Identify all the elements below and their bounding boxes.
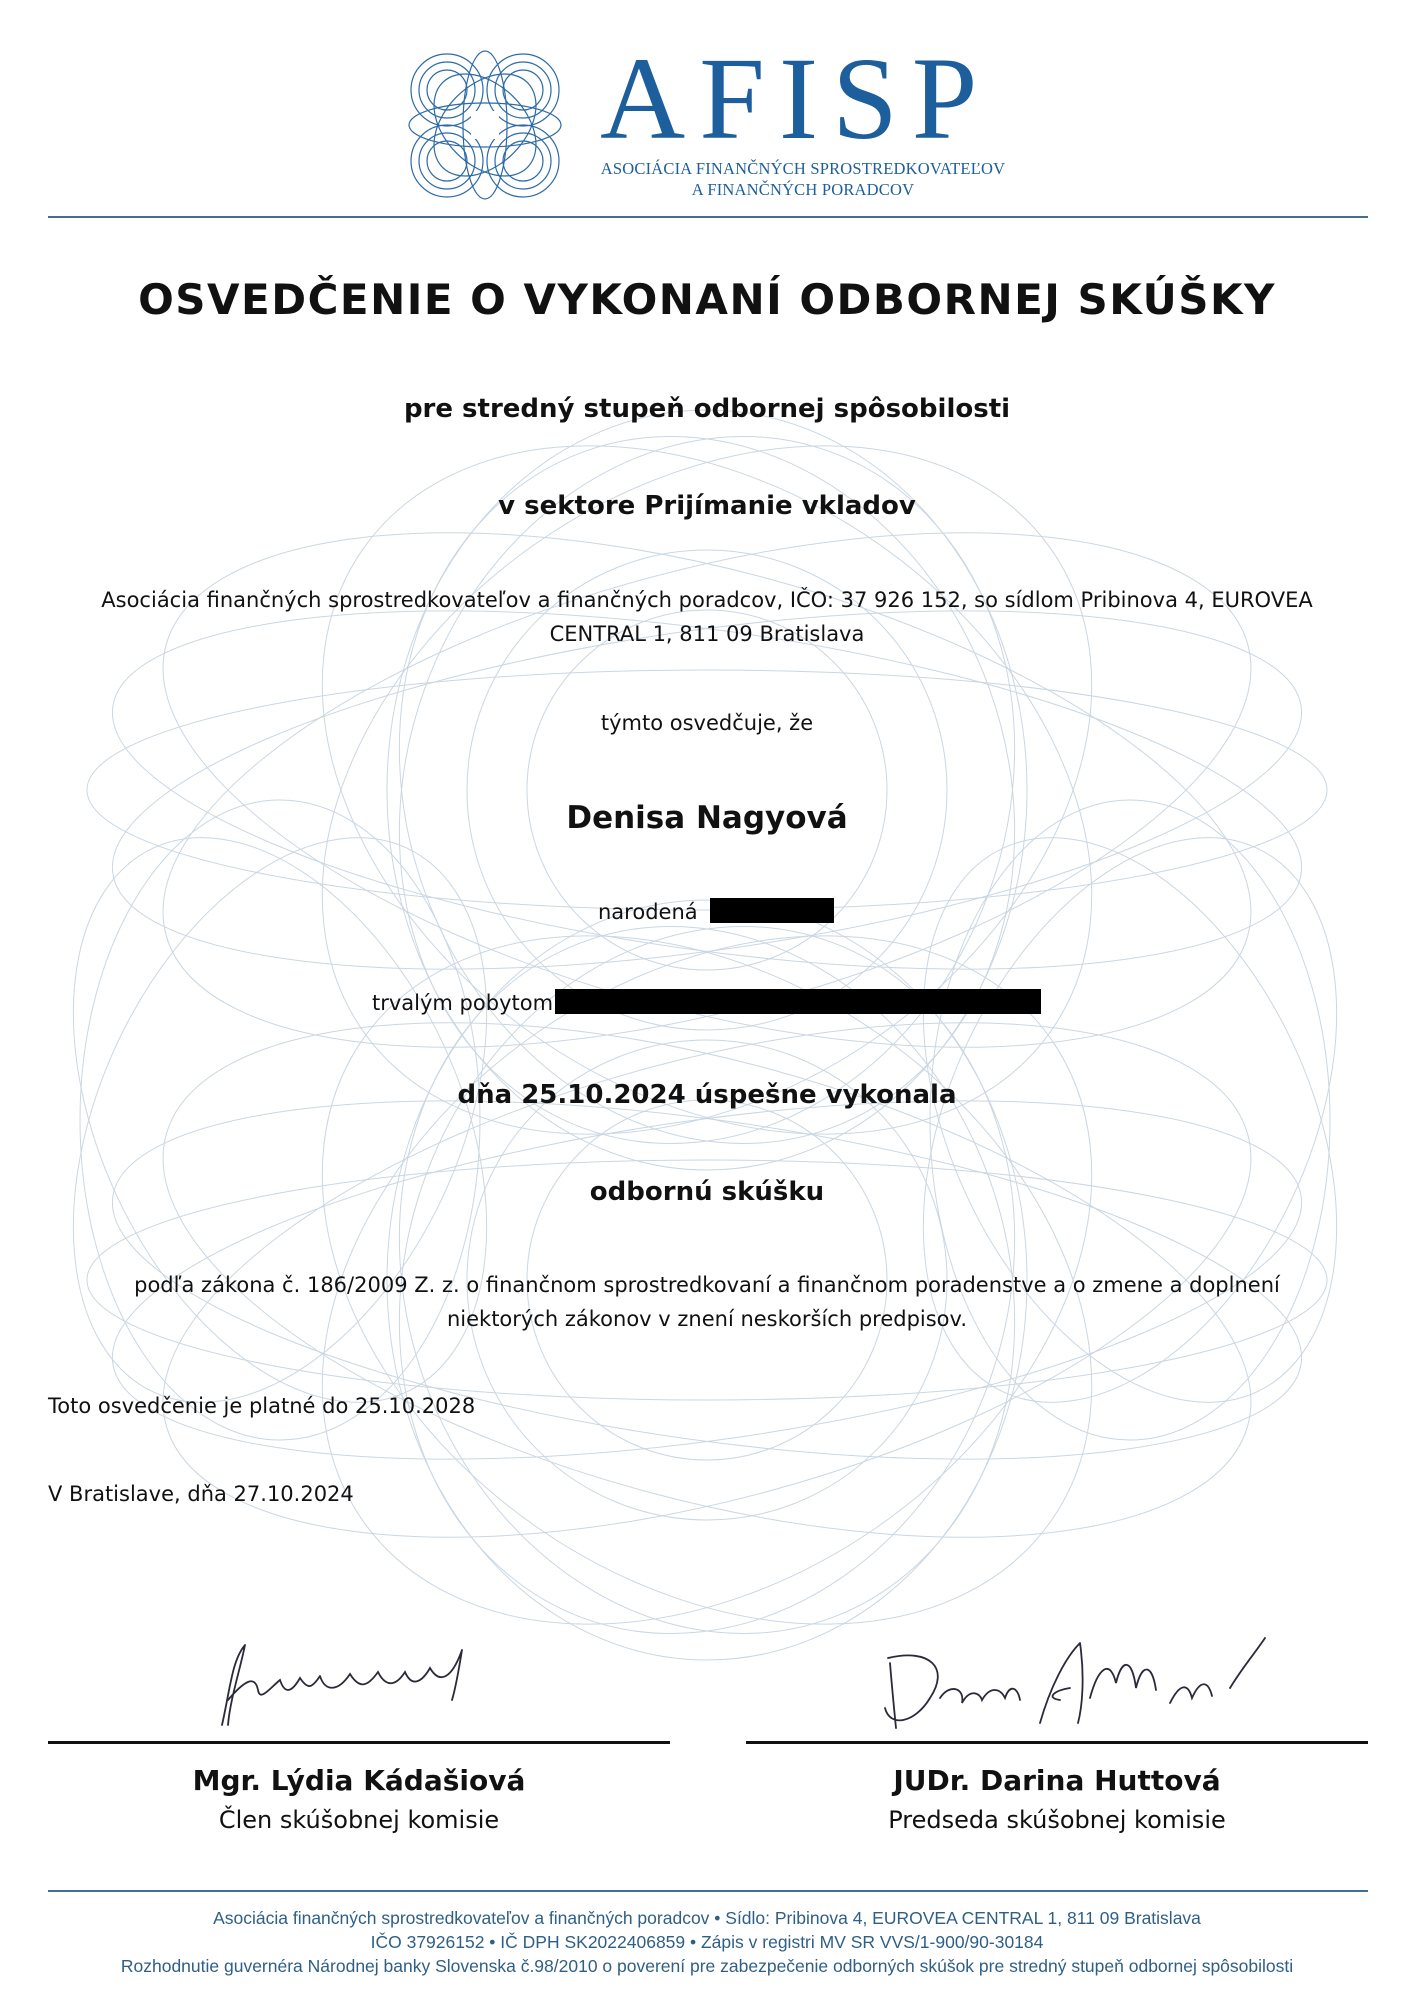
- footer-divider: [48, 1890, 1368, 1892]
- law-line-2: niektorých zákonov v znení neskorších predpisov.: [446, 1307, 968, 1331]
- residence-label: trvalým pobytom: [372, 991, 554, 1015]
- born-label: narodená: [598, 900, 698, 924]
- signature-kadasiova-image: [200, 1630, 500, 1735]
- issuer-text: [0, 583, 1414, 651]
- place-date-line: V Bratislave, dňa 27.10.2024: [48, 1482, 354, 1506]
- law-line-1: podľa zákona č. 186/2009 Z. z. o finančnom sprostredkovaní a finančnom poradenstve a o zmene a doplnení: [134, 1273, 1280, 1297]
- signature-line-left: [48, 1741, 670, 1744]
- redacted-address: [555, 989, 1041, 1014]
- logo-subtitle-line-1: ASOCIÁCIA FINANČNÝCH SPROSTREDKOVATEĽOV: [600, 159, 1006, 178]
- document-title: OSVEDČENIE O VYKONANÍ ODBORNEJ SKÚŠKY: [138, 275, 1276, 324]
- signatory-name-left: Mgr. Lýdia Kádašiová: [192, 1764, 526, 1797]
- issuer-line-1: Asociácia finančných sprostredkovateľov a finančných poradcov, IČO: 37 926 152, so sídlom Pribinova 4, EUROVEA: [101, 588, 1313, 612]
- signature-huttova-image: [870, 1628, 1290, 1738]
- sector-line: v sektore Prijímanie vkladov: [498, 491, 916, 521]
- footer-line-2: IČO 37926152 • IČ DPH SK2022406859 • Zápis v registri MV SR VVS/1-900/90-30184: [370, 1932, 1044, 1952]
- signature-line-right: [746, 1741, 1368, 1744]
- signatory-role-left: Člen skúšobnej komisie: [218, 1806, 500, 1834]
- header-divider: [48, 216, 1368, 218]
- footer-line-3: Rozhodnutie guvernéra Národnej banky Slovenska č.98/2010 o poverení pre zabezpečenie odborných skúšok pre stredný stupeň odbornej spôsobilosti: [120, 1956, 1294, 1976]
- passed-line: dňa 25.10.2024 úspešne vykonala: [457, 1080, 957, 1110]
- person-name: Denisa Nagyová: [566, 800, 848, 836]
- level-line: pre stredný stupeň odbornej spôsobilosti: [403, 394, 1011, 424]
- law-text: [0, 1268, 1414, 1336]
- footer: [0, 1906, 1414, 1978]
- residence-row: [372, 989, 1041, 1015]
- logo-subtitle: [598, 158, 1008, 200]
- validity-line: Toto osvedčenie je platné do 25.10.2028: [48, 1394, 476, 1418]
- logo-wordmark: AFISP: [600, 33, 992, 164]
- logo-subtitle-line-2: A FINANČNÝCH PORADCOV: [691, 180, 915, 199]
- signatory-role-right: Predseda skúšobnej komisie: [888, 1806, 1226, 1834]
- issuer-line-2: CENTRAL 1, 811 09 Bratislava: [549, 622, 865, 646]
- exam-line: odbornú skúšku: [589, 1177, 825, 1207]
- signatory-name-right: JUDr. Darina Huttová: [893, 1764, 1221, 1797]
- certifies-line: týmto osvedčuje, že: [600, 711, 814, 735]
- footer-line-1: Asociácia finančných sprostredkovateľov a finančných poradcov • Sídlo: Pribinova 4, EUROVEA CENTRAL 1, 811 09 Bratislava: [213, 1908, 1201, 1928]
- afisp-logo-icon: [405, 48, 565, 203]
- redacted-birthdate: [710, 898, 834, 923]
- birth-row: [598, 898, 834, 924]
